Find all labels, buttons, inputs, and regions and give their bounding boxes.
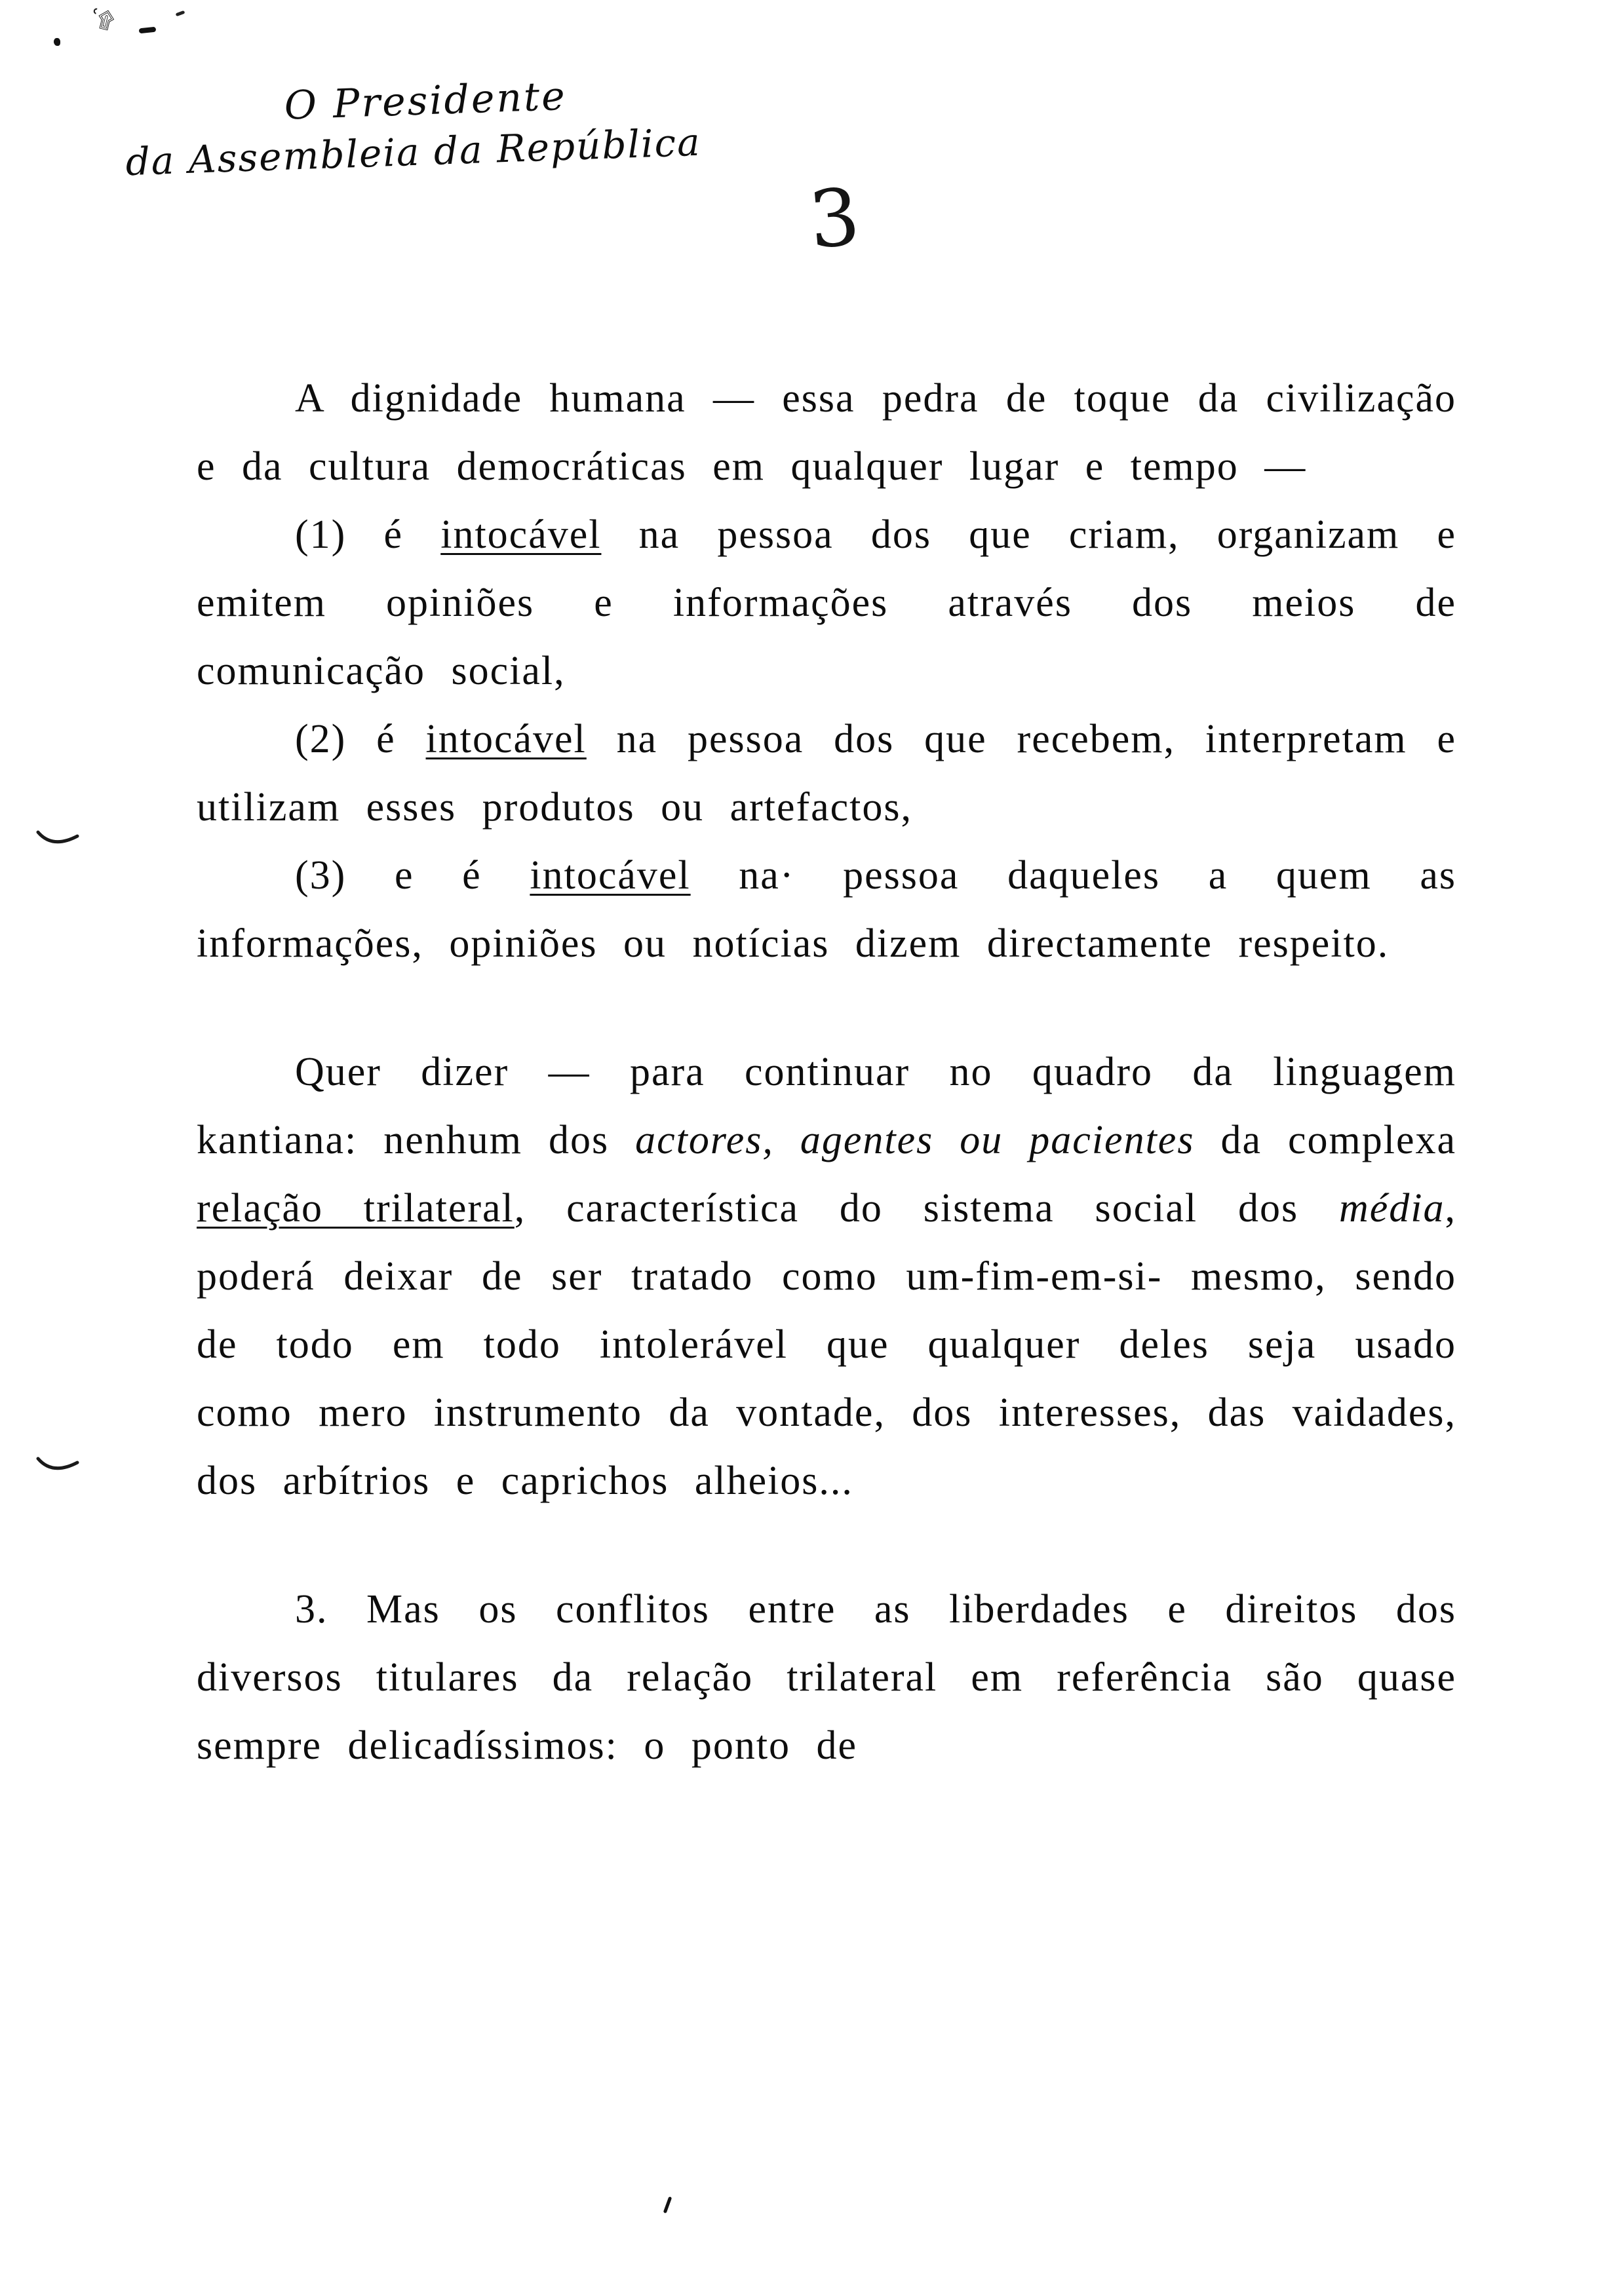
italic-text: média xyxy=(1338,1186,1445,1231)
paragraph xyxy=(197,1575,1456,1780)
text-run: na· pessoa daqueles a quem as informações, opiniões ou notícias dizem directamente respeito. xyxy=(197,853,1456,966)
text-run: , poderá deixar de ser tratado como um-fim-em-si- mesmo, sendo de todo em todo intolerável que qualquer deles seja usado como mero instrumento da vontade, dos interesses, das vaidades, dos arbítrios e caprichos alheios... xyxy=(197,1186,1456,1503)
ink-dot-mark xyxy=(54,38,60,46)
letterhead-line1: O Presidente xyxy=(283,73,568,129)
margin-check-mark xyxy=(34,827,87,853)
ink-dash-mark xyxy=(139,27,157,34)
text-run: , característica do sistema social dos xyxy=(514,1186,1339,1231)
page-number: 3 xyxy=(806,171,864,267)
bottom-ink-mark xyxy=(663,2196,672,2213)
underlined-text: intocável xyxy=(530,853,691,898)
letterhead-line2: da Assembleia da República xyxy=(125,119,702,185)
italic-text: actores, agentes ou pacientes xyxy=(635,1118,1195,1162)
text-run: Quer dizer — para continuar no quadro da linguagem kantiana: nenhum dos xyxy=(197,1050,1456,1162)
document-body xyxy=(197,364,1456,1780)
paragraph xyxy=(197,364,1456,501)
text-run: (3) e é xyxy=(295,853,530,898)
text-run: da complexa xyxy=(1194,1118,1457,1162)
paragraph xyxy=(197,501,1456,705)
text-run: A dignidade humana — essa pedra de toque da civilização e da cultura democráticas em qualquer lugar e tempo — xyxy=(197,376,1456,489)
paragraph xyxy=(197,841,1456,978)
underlined-text: intocável xyxy=(425,717,587,761)
text-run: 3. Mas os conflitos entre as liberdades e direitos dos diversos titulares da relação trilateral em referência são quase sempre delicadíssimos: o ponto de xyxy=(197,1587,1456,1768)
ink-tick-mark: ʿ۩ xyxy=(87,4,117,35)
section xyxy=(197,1038,1456,1515)
margin-check-mark xyxy=(34,1453,87,1480)
letterhead xyxy=(123,69,702,185)
text-run: (2) é xyxy=(295,717,426,761)
text-run: (1) é xyxy=(295,512,441,557)
text-run: na pessoa dos que recebem, interpretam e utilizam esses produtos ou artefactos, xyxy=(197,717,1456,830)
text-run: na pessoa dos que criam, organizam e emitem opiniões e informações através dos meios de comunicação social, xyxy=(197,512,1456,693)
paragraph xyxy=(197,705,1456,841)
underlined-text: intocável xyxy=(440,512,602,557)
section xyxy=(197,1575,1456,1780)
ink-dash-mark xyxy=(176,10,185,16)
underlined-text: relação trilateral xyxy=(197,1186,515,1231)
section xyxy=(197,364,1456,978)
paragraph xyxy=(197,1038,1456,1515)
